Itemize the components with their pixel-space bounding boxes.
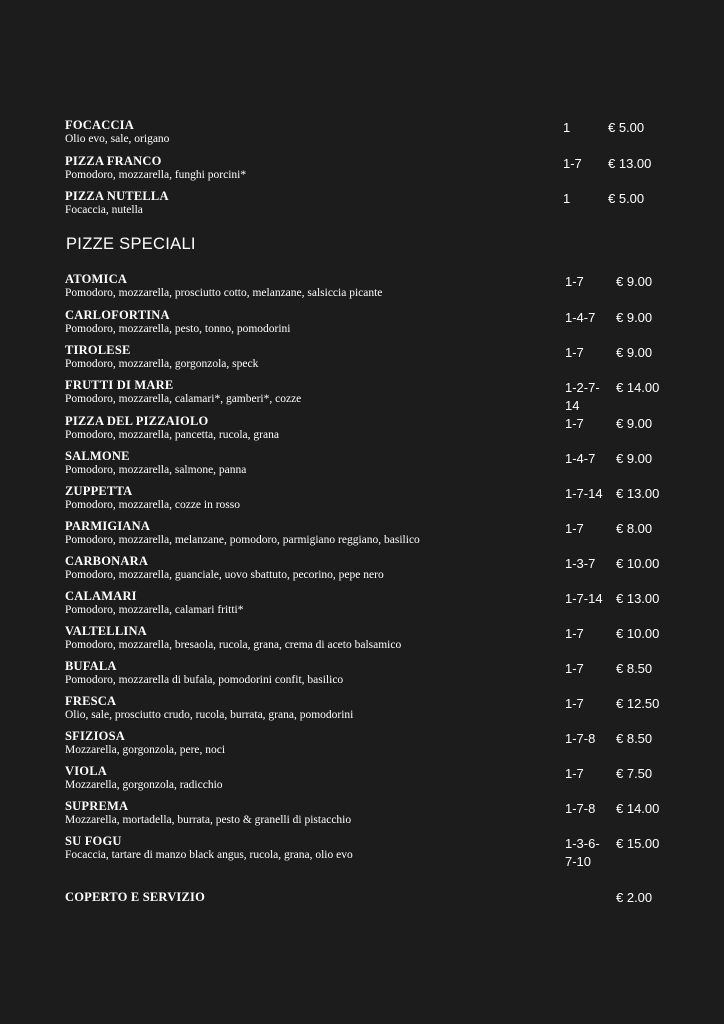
item-allergens: 1-7 <box>565 274 584 289</box>
item-name: ATOMICA <box>65 272 128 286</box>
menu-item <box>0 729 724 763</box>
item-price: € 13.00 <box>616 591 660 606</box>
item-price: € 14.00 <box>616 380 660 395</box>
item-price: € 13.00 <box>608 156 652 171</box>
item-allergens: 1 <box>563 120 571 135</box>
menu-item <box>0 694 724 728</box>
item-name: FRUTTI DI MARE <box>65 378 174 392</box>
item-price: € 9.00 <box>616 416 653 431</box>
menu-item <box>0 189 724 223</box>
item-description: Mozzarella, mortadella, burrata, pesto & granelli di pistacchio <box>65 814 352 826</box>
item-description: Pomodoro, mozzarella, guanciale, uovo sbattuto, pecorino, pepe nero <box>65 569 384 581</box>
item-name: PIZZA FRANCO <box>65 154 162 168</box>
menu-item <box>0 659 724 693</box>
item-description: Pomodoro, mozzarella, calamari fritti* <box>65 604 244 616</box>
menu-item <box>0 519 724 553</box>
item-price: € 9.00 <box>616 451 653 466</box>
menu-item <box>0 378 724 412</box>
item-description: Pomodoro, mozzarella, pesto, tonno, pomodorini <box>65 323 291 335</box>
menu-item <box>0 272 724 306</box>
item-name: BUFALA <box>65 659 117 673</box>
item-description: Pomodoro, mozzarella, prosciutto cotto, melanzane, salsiccia picante <box>65 287 383 299</box>
item-description: Olio, sale, prosciutto crudo, rucola, burrata, grana, pomodorini <box>65 709 354 721</box>
item-price: € 13.00 <box>616 486 660 501</box>
item-description: Mozzarella, gorgonzola, pere, noci <box>65 744 226 756</box>
item-name: FRESCA <box>65 694 117 708</box>
item-name: TIROLESE <box>65 343 131 357</box>
item-name: PIZZA DEL PIZZAIOLO <box>65 414 209 428</box>
item-description: Focaccia, nutella <box>65 204 143 216</box>
item-price: € 5.00 <box>608 120 645 135</box>
item-price: € 8.50 <box>616 731 653 746</box>
menu-item <box>0 764 724 798</box>
item-name: PARMIGIANA <box>65 519 151 533</box>
item-allergens: 1-7 <box>565 766 584 781</box>
item-allergens: 1-4-7 <box>565 310 596 325</box>
item-name: SUPREMA <box>65 799 129 813</box>
item-price: € 7.50 <box>616 766 653 781</box>
item-allergens: 1-7 <box>565 661 584 676</box>
item-price: € 8.50 <box>616 661 653 676</box>
item-description: Pomodoro, mozzarella, pancetta, rucola, grana <box>65 429 279 441</box>
item-description: Focaccia, tartare di manzo black angus, rucola, grana, olio evo <box>65 849 353 861</box>
item-allergens: 1-7 <box>565 345 584 360</box>
menu-item <box>0 799 724 833</box>
item-allergens: 1-4-7 <box>565 451 596 466</box>
item-price: € 15.00 <box>616 836 660 851</box>
item-allergens: 1-7 <box>565 521 584 536</box>
menu-item <box>0 554 724 588</box>
item-allergens: 1-7 <box>565 626 584 641</box>
item-name: CARBONARA <box>65 554 149 568</box>
menu-item <box>0 414 724 448</box>
section-title: PIZZE SPECIALI <box>66 235 196 253</box>
item-description: Pomodoro, mozzarella, salmone, panna <box>65 464 247 476</box>
item-name: SFIZIOSA <box>65 729 125 743</box>
menu-item <box>0 589 724 623</box>
item-price: € 10.00 <box>616 556 660 571</box>
item-allergens: 1-7-14 <box>565 591 603 606</box>
item-price: € 12.50 <box>616 696 660 711</box>
item-price: € 14.00 <box>616 801 660 816</box>
item-price: € 5.00 <box>608 191 645 206</box>
item-name: VALTELLINA <box>65 624 147 638</box>
item-name: PIZZA NUTELLA <box>65 189 169 203</box>
item-name: CARLOFORTINA <box>65 308 170 322</box>
item-allergens: 1-7 <box>565 696 584 711</box>
item-allergens: 1-3-7 <box>565 556 596 571</box>
item-description: Mozzarella, gorgonzola, radicchio <box>65 779 223 791</box>
menu-item <box>0 624 724 658</box>
item-allergens: 1-7-8 <box>565 731 596 746</box>
item-allergens: 1-7-14 <box>565 486 603 501</box>
item-name: ZUPPETTA <box>65 484 133 498</box>
item-allergens: 1-7 <box>563 156 582 171</box>
item-price: € 10.00 <box>616 626 660 641</box>
item-description: Pomodoro, mozzarella, gorgonzola, speck <box>65 358 259 370</box>
item-price: € 9.00 <box>616 274 653 289</box>
menu-item <box>0 449 724 483</box>
menu-item <box>0 834 724 868</box>
coperto-label: COPERTO E SERVIZIO <box>65 890 206 904</box>
item-description: Pomodoro, mozzarella, bresaola, rucola, grana, crema di aceto balsamico <box>65 639 402 651</box>
menu-item <box>0 154 724 188</box>
item-price: € 9.00 <box>616 345 653 360</box>
item-allergens: 1-2-7-14 <box>565 380 600 413</box>
item-description: Pomodoro, mozzarella, funghi porcini* <box>65 169 247 181</box>
menu-item <box>0 343 724 377</box>
item-price: € 8.00 <box>616 521 653 536</box>
menu-item <box>0 308 724 342</box>
item-allergens: 1-3-6-7-10 <box>565 836 600 869</box>
coperto-price: € 2.00 <box>616 890 653 905</box>
item-name: FOCACCIA <box>65 118 134 132</box>
item-allergens: 1-7 <box>565 416 584 431</box>
item-name: SALMONE <box>65 449 130 463</box>
menu-item <box>0 484 724 518</box>
item-description: Pomodoro, mozzarella, calamari*, gamberi*, cozze <box>65 393 302 405</box>
menu-item <box>0 118 724 152</box>
item-name: CALAMARI <box>65 589 137 603</box>
item-name: VIOLA <box>65 764 107 778</box>
item-description: Pomodoro, mozzarella, cozze in rosso <box>65 499 240 511</box>
item-allergens: 1-7-8 <box>565 801 596 816</box>
item-description: Olio evo, sale, origano <box>65 133 170 145</box>
item-description: Pomodoro, mozzarella di bufala, pomodorini confit, basilico <box>65 674 344 686</box>
item-allergens: 1 <box>563 191 571 206</box>
item-name: SU FOGU <box>65 834 122 848</box>
item-price: € 9.00 <box>616 310 653 325</box>
item-description: Pomodoro, mozzarella, melanzane, pomodoro, parmigiano reggiano, basilico <box>65 534 420 546</box>
